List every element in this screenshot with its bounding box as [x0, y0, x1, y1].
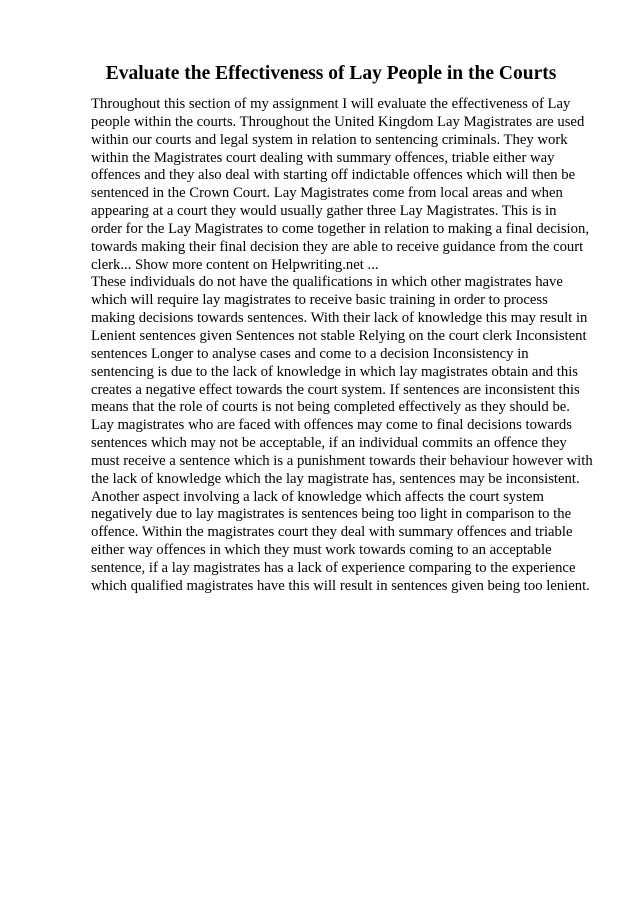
body-line: within our courts and legal system in relation to sentencing criminals. They work [91, 131, 568, 148]
body-line: sentence, if a lay magistrates has a lack of experience comparing to the experience [91, 559, 576, 576]
body-line: clerk... Show more content on Helpwriting.net ... [91, 256, 379, 273]
body-line: either way offences in which they must work towards coming to an acceptable [91, 542, 552, 559]
body-line: sentenced in the Crown Court. Lay Magistrates come from local areas and when [91, 185, 563, 202]
body-line: offences and they also deal with starting off indictable offences which will then be [91, 167, 576, 184]
body-line: sentencing is due to the lack of knowledge in which lay magistrates obtain and this [91, 363, 579, 380]
body-line: the lack of knowledge which the lay magistrate has, sentences may be inconsistent. [91, 470, 580, 487]
document-title: Evaluate the Effectiveness of Lay People in the Courts [105, 63, 557, 84]
body-line: people within the courts. Throughout the United Kingdom Lay Magistrates are used [91, 113, 585, 130]
body-line: Throughout this section of my assignment I will evaluate the effectiveness of Lay [91, 96, 571, 112]
body-line: which qualified magistrates have this will result in sentences given being too lenient. [91, 577, 590, 594]
body-line: within the Magistrates court dealing with summary offences, triable either way [91, 149, 555, 166]
document-body [91, 96, 591, 596]
body-line: Lenient sentences given Sentences not stable Relying on the court clerk Inconsistent [91, 327, 587, 344]
body-line: making decisions towards sentences. With their lack of knowledge this may result in [91, 310, 588, 327]
body-line: These individuals do not have the qualifications in which other magistrates have [91, 274, 563, 291]
body-line: must receive a sentence which is a punishment towards their behaviour however with [91, 452, 593, 469]
body-line: offence. Within the magistrates court they deal with summary offences and triable [91, 524, 573, 541]
body-line: negatively due to lay magistrates is sentences being too light in comparison to the [91, 506, 572, 523]
body-line: Another aspect involving a lack of knowledge which affects the court system [91, 488, 544, 505]
body-line: towards making their final decision they are able to receive guidance from the court [91, 238, 584, 255]
body-line: which will require lay magistrates to receive basic training in order to process [91, 292, 548, 309]
body-line: creates a negative effect towards the court system. If sentences are inconsistent this [91, 381, 580, 398]
body-line: means that the role of courts is not being completed effectively as they should be. [91, 399, 570, 416]
body-line: Lay magistrates who are faced with offences may come to final decisions towards [91, 417, 572, 434]
body-line: appearing at a court they would usually gather three Lay Magistrates. This is in [91, 203, 557, 220]
body-line: sentences which may not be acceptable, if an individual commits an offence they [91, 435, 567, 452]
body-line: order for the Lay Magistrates to come together in relation to making a final decision, [91, 220, 589, 237]
body-line: sentences Longer to analyse cases and come to a decision Inconsistency in [91, 345, 529, 362]
